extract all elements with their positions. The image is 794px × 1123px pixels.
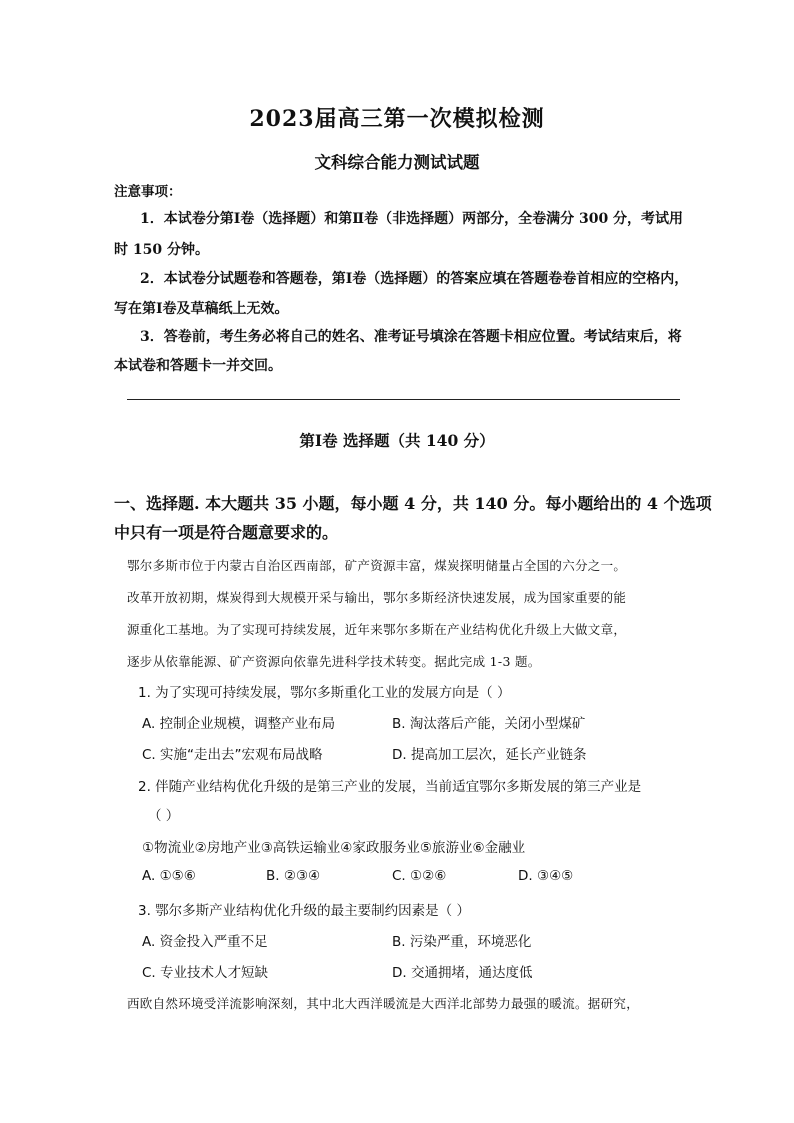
question-1-stem: 1. 为了实现可持续发展，鄂尔多斯重化工业的发展方向是（ ） — [138, 685, 511, 701]
question-3-option-a: A. 资金投入严重不足 — [142, 934, 268, 950]
question-3-option-d: D. 交通拥堵，通达度低 — [392, 965, 533, 981]
section-heading: 一、选择题. 本大题共 35 小题，每小题 4 分，共 140 分。每小题给出的 4 个选项 — [114, 494, 712, 513]
notice-line: 时 150 分钟。 — [114, 242, 209, 258]
passage-line: 源重化工基地。为了实现可持续发展，近年来鄂尔多斯在产业结构优化升级上大做文章， — [127, 622, 627, 637]
question-3-option-c: C. 专业技术人才短缺 — [142, 965, 269, 981]
question-1-option-c: C. 实施“走出去”宏观布局战略 — [142, 747, 323, 763]
section-heading: 中只有一项是符合题意要求的。 — [114, 523, 339, 542]
question-1-option-d: D. 提高加工层次，延长产业链条 — [392, 747, 587, 763]
page-subtitle: 文科综合能力测试试题 — [314, 153, 480, 172]
question-2-option-a: A. ①⑤⑥ — [142, 868, 196, 884]
divider — [127, 399, 680, 400]
question-2-option-d: D. ③④⑤ — [518, 868, 574, 884]
page-title: 2023届高三第一次模拟检测 — [249, 106, 545, 132]
question-2-stem-cont: （ ） — [148, 808, 180, 824]
question-2-option-c: C. ①②⑥ — [392, 868, 447, 884]
passage-line: 逐步从依靠能源、矿产资源向依靠先进科学技术转变。据此完成 1-3 题。 — [127, 654, 541, 669]
question-3-option-b: B. 污染严重，环境恶化 — [392, 934, 532, 950]
part-title: 第Ⅰ卷 选择题（共 140 分） — [299, 431, 495, 450]
passage-line: 鄂尔多斯市位于内蒙古自治区西南部，矿产资源丰富，煤炭探明储量占全国的六分之一。 — [127, 558, 627, 573]
question-1-option-a: A. 控制企业规模，调整产业布局 — [142, 716, 336, 732]
notice-line: 3．答卷前，考生务必将自己的姓名、准考证号填涂在答题卡相应位置。考试结束后，将 — [140, 329, 682, 345]
notice-line: 写在第Ⅰ卷及草稿纸上无效。 — [114, 301, 289, 317]
notice-line: 1．本试卷分第Ⅰ卷（选择题）和第Ⅱ卷（非选择题）两部分，全卷满分 300 分，考试用 — [140, 211, 684, 227]
passage-line: 改革开放初期，煤炭得到大规模开采与输出，鄂尔多斯经济快速发展，成为国家重要的能 — [127, 590, 627, 605]
question-2-option-b: B. ②③④ — [266, 868, 321, 884]
notice-line: 2．本试卷分试题卷和答题卷，第Ⅰ卷（选择题）的答案应填在答题卷卷首相应的空格内， — [140, 271, 689, 287]
question-2-stem: 2. 伴随产业结构优化升级的是第三产业的发展，当前适宜鄂尔多斯发展的第三产业是 — [138, 779, 642, 795]
question-2-items: ①物流业②房地产业③高铁运输业④家政服务业⑤旅游业⑥金融业 — [142, 840, 526, 856]
notice-label: 注意事项： — [114, 184, 182, 200]
question-1-option-b: B. 淘汰落后产能，关闭小型煤矿 — [392, 716, 586, 732]
notice-line: 本试卷和答题卡一并交回。 — [114, 358, 282, 374]
question-3-stem: 3. 鄂尔多斯产业结构优化升级的最主要制约因素是（ ） — [138, 903, 470, 919]
passage-line: 西欧自然环境受洋流影响深刻，其中北大西洋暖流是大西洋北部势力最强的暖流。据研究， — [127, 996, 640, 1011]
